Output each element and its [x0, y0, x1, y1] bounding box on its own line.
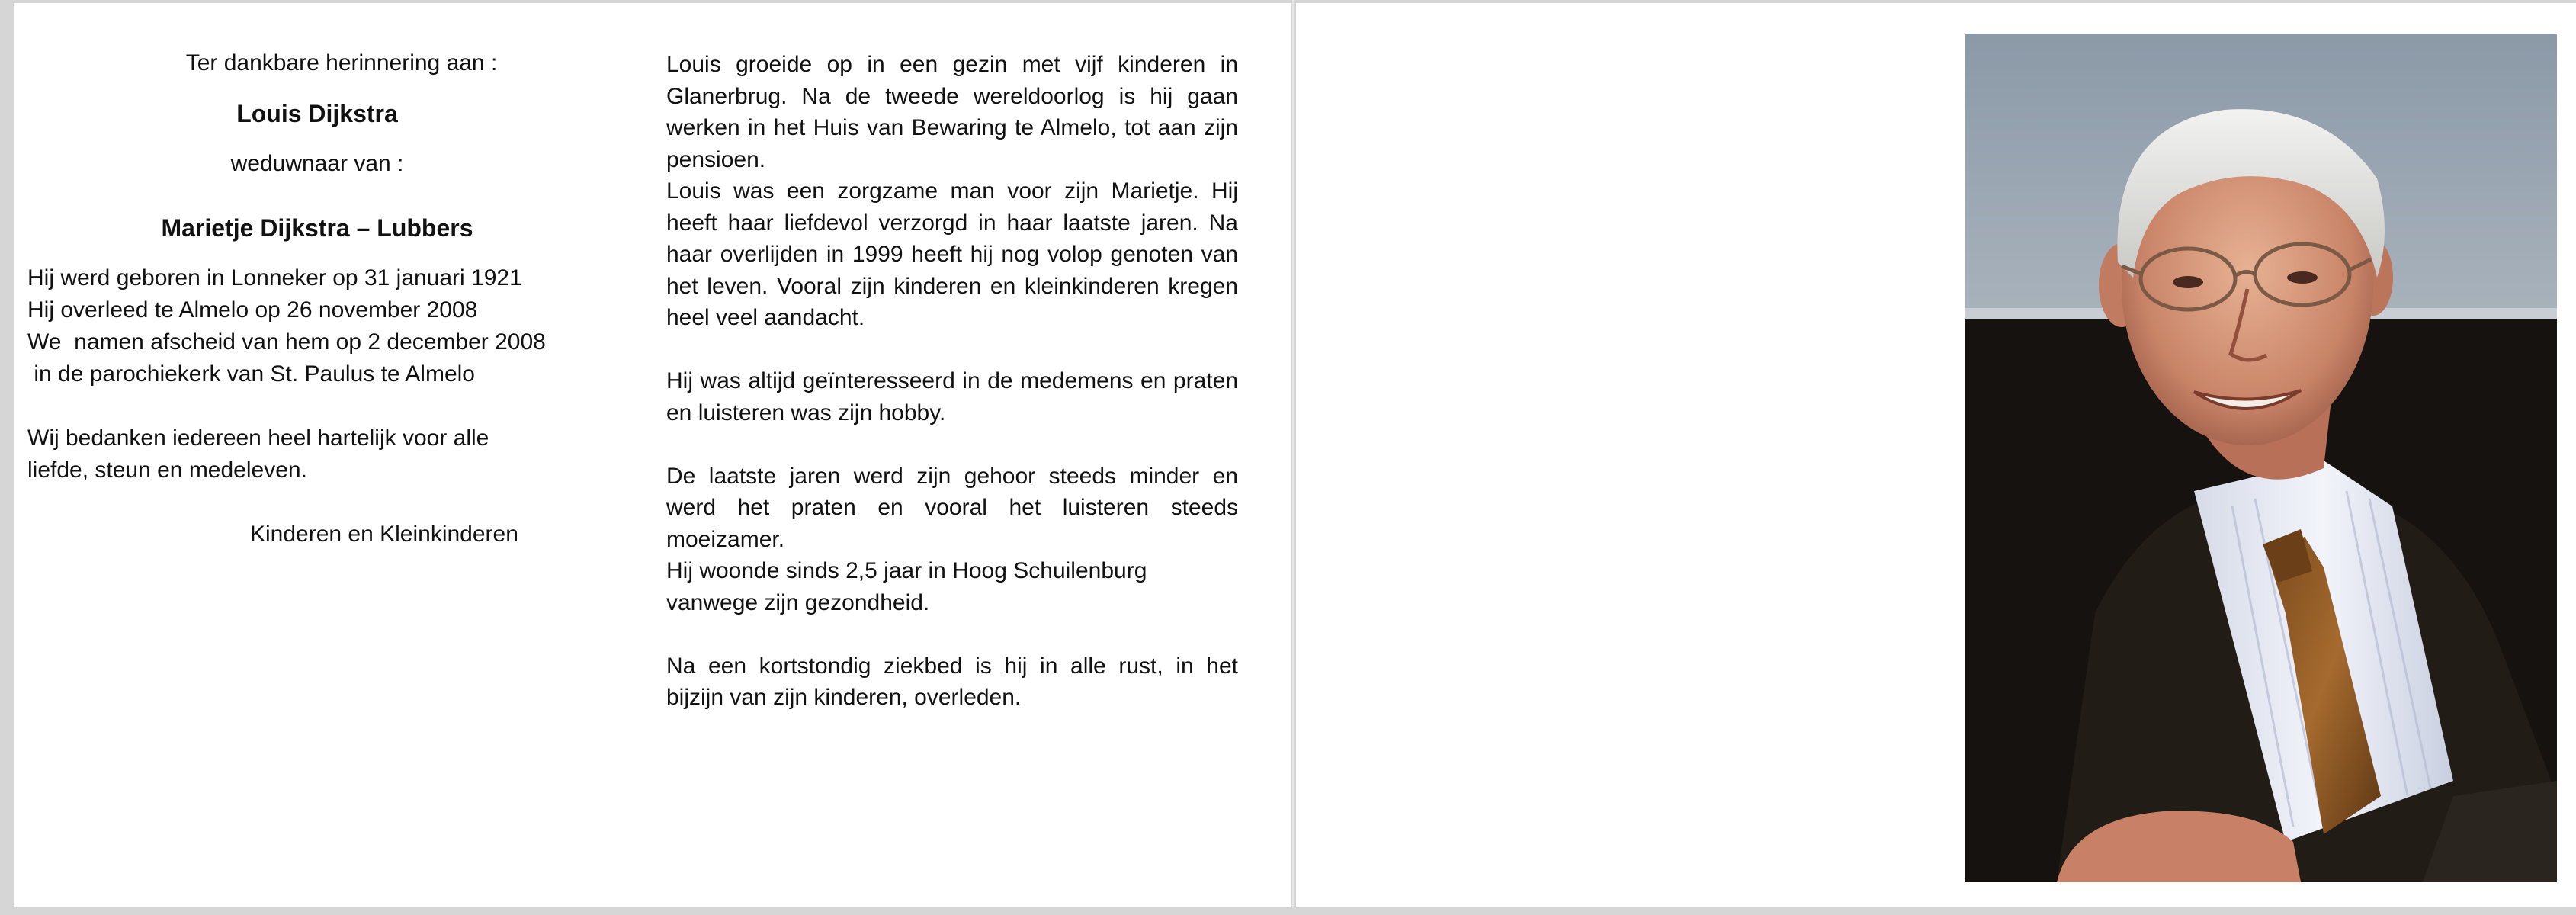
left-column	[27, 47, 607, 551]
bio-paragraph-5b: vanwege zijn gezondheid.	[666, 589, 930, 615]
portrait-photo	[1965, 34, 2557, 882]
birth-line: Hij werd geboren in Lonneker op 31 januari 1921	[27, 265, 522, 291]
widower-label: weduwnaar van :	[230, 151, 404, 176]
deceased-name: Louis Dijkstra	[236, 100, 398, 127]
farewell-line: We namen afscheid van hem op 2 december 2008	[27, 329, 546, 355]
bio-paragraph-4: De laatste jaren werd zijn gehoor steeds minder en werd het praten en vooral het luisteren steeds moeizamer.	[666, 463, 1238, 552]
card-fold	[1291, 0, 1296, 915]
intro-line: Ter dankbare herinnering aan :	[185, 50, 498, 75]
card-bottom-edge	[0, 907, 2576, 915]
bio-paragraph-1: Louis groeide op in een gezin met vijf kinderen in Glanerbrug. Na de tweede wereldoorlog is hij gaan werken in het Huis van Bewaring te Almelo, tot aan zijn pensioen.	[666, 52, 1238, 172]
bio-paragraph-6: Na een kortstondig ziekbed is hij in alle rust, in het bijzijn van zijn kinderen, overleden.	[666, 653, 1238, 710]
bio-paragraph-2: Louis was een zorgzame man voor zijn Marietje. Hij heeft haar liefdevol verzorgd in haar laatste jaren. Na haar overlijden in 1999 heeft hij nog volop genoten van het leven. Vooral zijn kinderen en kleinkinderen kregen heel veel aandacht.	[666, 178, 1238, 330]
signature-line: Kinderen en Kleinkinderen	[250, 522, 518, 547]
bio-paragraph-3: Hij was altijd geïnteresseerd in de medemens en praten en luisteren was zijn hobby.	[666, 368, 1238, 425]
death-line: Hij overleed te Almelo op 26 november 2008	[27, 297, 478, 323]
biography-column	[666, 49, 1238, 714]
portrait-illustration	[1965, 34, 2557, 882]
thanks-line-2: liefde, steun en medeleven.	[27, 458, 307, 483]
church-line: in de parochiekerk van St. Paulus te Almelo	[27, 361, 475, 387]
spouse-name: Marietje Dijkstra – Lubbers	[161, 214, 473, 242]
bio-paragraph-5a: Hij woonde sinds 2,5 jaar in Hoog Schuilenburg	[666, 558, 1147, 583]
thanks-line-1: Wij bedanken iedereen heel hartelijk voor alle	[27, 425, 489, 451]
